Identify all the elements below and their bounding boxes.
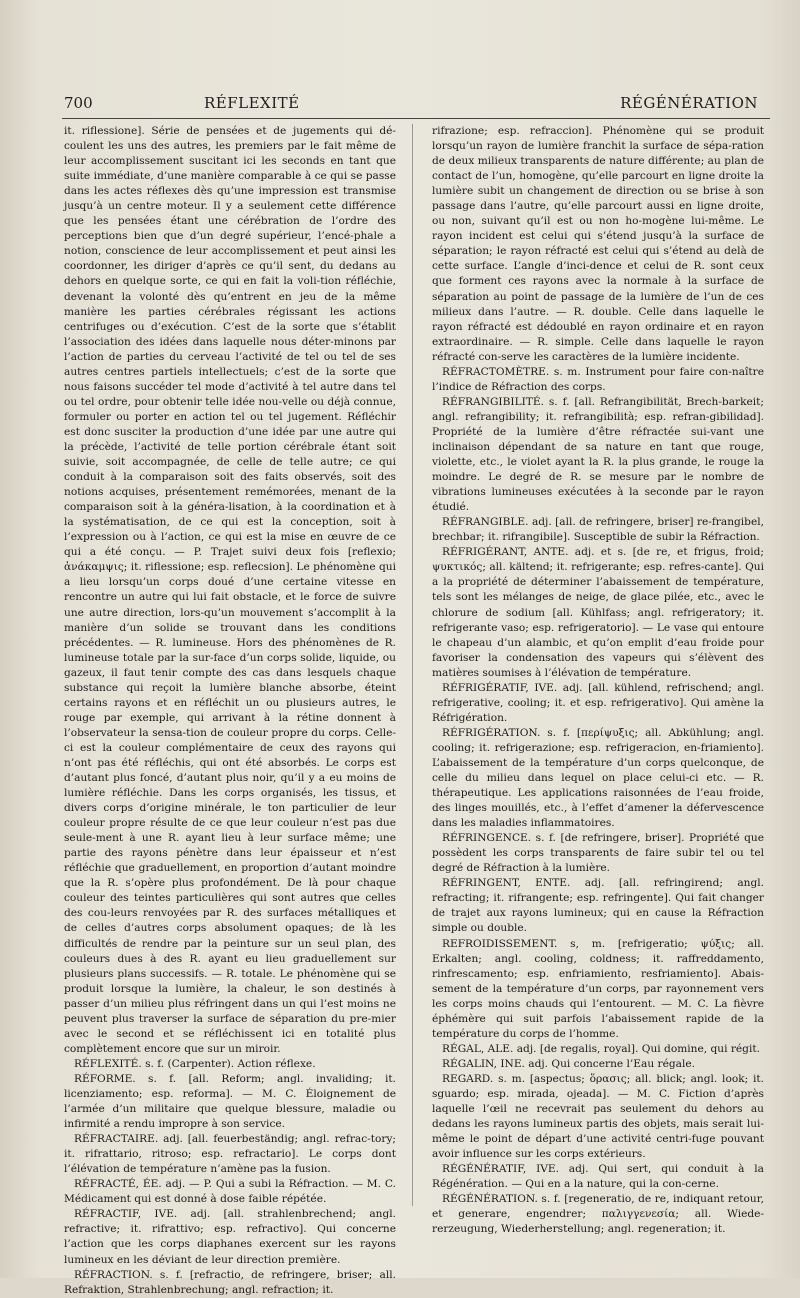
entry-paragraph: RÉFRACTOMÈTRE. s. m. Instrument pour faire con-naître l’indice de Réfraction des corps. xyxy=(432,365,764,393)
entry-paragraph: REGARD. s. m. [aspectus; ὅρασις; all. blick; angl. look; it. sguardo; esp. mirada, ojeada]. — M. C. Fiction d’après laquelle l’œil ne recevrait pas seulement du dehors au dedans les rayons lumineux partis des objets, mais serait lui-même le point de départ d’une activité centri-fuge pouvant avoir influence sur les corps extérieurs. xyxy=(432,1072,764,1161)
entry-paragraph: RÉGÉNÉRATION. s. f. [regeneratio, de re, indiquant retour, et generare, engendrer; παλιγγενεσία; all. Wiede-rerzeugung, Wiederherstellung; angl. regeneration; it. xyxy=(432,1193,764,1236)
entry-paragraph: RÉFRIGÉRANT, ANTE. adj. et s. [de re, et frigus, froid; ψυκτικός; all. kältend; it. refrigerante; esp. refres-cante]. Qui a la propriété de déterminer l’abaissement de température, tels sont les mélanges de neige, de glace pilée, etc., avec le chlorure de sodium [all. Kühlfass; angl. refrigeratory; it. refrigerante vaso; esp. refrigeratorio]. — Le vase qui entoure le chapeau d’un alambic, et qu’on emplit d’eau froide pour favoriser la condensation des vapeurs qui s’élèvent des matières soumises à l’élévation de température. xyxy=(432,546,764,679)
entry-paragraph: RÉFORME. s. f. [all. Reform; angl. invaliding; it. licenziamento; esp. reforma]. — M. C. Éloignement de l’armée d’un militaire que quelque blessure, maladie ou infirmité a rendu impropre à son service. xyxy=(64,1072,396,1131)
entry-paragraph: RÉFRANGIBLE. adj. [all. de refringere, briser] re-frangibel, brechbar; it. rifrangibile]. Susceptible de subir la Réfraction. xyxy=(432,516,764,544)
header-rule xyxy=(62,118,770,119)
entry-paragraph: RÉGALIN, INE. adj. Qui concerne l’Eau régale. xyxy=(442,1057,695,1070)
page-number: 700 xyxy=(64,94,93,112)
right-column xyxy=(432,124,764,1236)
entry-paragraph: RÉFRACTIF, IVE. adj. [all. strahlenbrechend; angl. refractive; it. rifrattivo; esp. refractivo]. Qui concerne l’action que les corps diaphanes exercent sur les rayons lumineux en les déviant de leur direction première. xyxy=(64,1208,396,1266)
running-header xyxy=(64,94,764,116)
entry-paragraph: RÉGAL, ALE. adj. [de regalis, royal]. Qui domine, qui régit. xyxy=(442,1042,760,1055)
entry-paragraph: RÉFRINGENCE. s. f. [de refringere, briser]. Propriété que possèdent les corps transparents de faire subir tel ou tel degré de Réfraction à la lumière. xyxy=(432,832,764,875)
left-running-head: RÉFLEXITÉ xyxy=(204,94,300,112)
entry-paragraph: RÉFLEXITÉ. s. f. (Carpenter). Action réflexe. xyxy=(74,1057,316,1070)
left-column xyxy=(64,124,396,1296)
column-divider xyxy=(412,124,413,1206)
entry-paragraph: RÉFRANGIBILITÉ. s. f. [all. Refrangibilität, Brech-barkeit; angl. refrangibility; it. refrangibilità; esp. refran-gibilidad]. Propriété de la lumière d’être réfractée sui-vant une inclinaison dépendant de sa nature en tant que rouge, violette, etc., le violet ayant la R. la plus grande, le rouge la moindre. Le degré de R. se mesure par le nombre de vibrations lumineuses exécutées à la seconde par le rayon étudié. xyxy=(432,395,764,514)
entry-paragraph: RÉFRIGÉRATIF, IVE. adj. [all. kühlend, refrischend; angl. refrigerative, cooling; it. et esp. refrigerativo]. Qui amène la Réfrigération. xyxy=(432,681,764,724)
entry-paragraph: RÉFRINGENT, ENTE. adj. [all. refringirend; angl. refracting; it. rifrangente; esp. refringente]. Qui fait changer de trajet aux rayons lumineux; qui en cause la Réfraction simple ou double. xyxy=(432,877,764,935)
entry-paragraph: rifrazione; esp. refraccion]. Phénomène qui se produit lorsqu’un rayon de lumière franchit la surface de sépa-ration de deux milieux transparents de nature différente; au plan de contact de l’un, homogène, qu’elle parcourt en ligne droite la lumière subit un changement de direction ou se brise à son passage dans l’autre, qu’elle parcourt aussi en ligne droite, ou non, suivant qu’il est ou non ho-mogène lui-même. Le rayon incident est celui qui s’étend jusqu’à la surface de séparation; le rayon réfracté est celui qui s’étend au delà de cette surface. L’angle d’inci-dence et celui de R. sont ceux que forment ces rayons avec la normale à la surface de séparation au point de passage de la lumière de l’un de ces milieux dans l’autre. — R. double. Celle dans laquelle le rayon réfracté est dédoublé en rayon ordinaire et en rayon extraordinaire. — R. simple. Celle dans laquelle le rayon réfracté con-serve les caractères de la lumière incidente. xyxy=(432,125,764,363)
entry-paragraph: RÉFRACTAIRE. adj. [all. feuerbeständig; angl. refrac-tory; it. rifrattario, ritroso; esp. refractario]. Le corps dont l’élévation de température n’amène pas la fusion. xyxy=(64,1133,396,1176)
entry-paragraph: it. riflessione]. Série de pensées et de jugements qui dé-coulent les uns des autres, les premiers par le fait même de leur accomplissement suscitant ici les seconds en tant que suite immédiate, d’une manière comparable à ce qui se passe dans les actes réflexes dès qu’une impression est transmise jusqu’à un centre moteur. Il y a seulement cette différence que les pensées étant une cérébration de l’ordre des perceptions bien que d’un degré supérieur, l’encé-phale a notion, conscience de leur accomplissement et peut ainsi les coordonner, les diriger d’après ce qu’il sent, du dedans au dehors en quelque sorte, ce qui en fait la voli-tion réfléchie, devenant la volonté dès qu’entrent en jeu de la même manière les parties cérébrales régissant les actions centrifuges ou d’exécution. C’est de la sorte que s’établit l’association des idées dans laquelle nous déter-minons par l’action de parties du cerveau l’activité de tel ou tel de ses autres centres partiels intellectuels; c’est de la sorte que nous faisons succéder tel mode d’activité à tel autre dans tel ou tel ordre, pour obtenir telle idée nou-velle ou déjà connue, formuler ou porter en action tel ou tel jugement. Réfléchir est donc susciter la production d’une idée par une autre qui la précède, l’activité de telle portion cérébrale étant soit suivie, soit accompagnée, de celle de telle autre; ce qui conduit à la comparaison soit des faits observés, soit des notions acquises, présentement remémorées, menant de la comparaison soit à la généra-lisation, à la coordination et à la systématisation, de ce qui est la conception, soit à l’expression ou à l’action, ce qui est la mise en œuvre de ce qui a été conçu. — P. Trajet suivi deux fois [reflexio; ἀνάκαμψις; it. riflessione; esp. reflecsion]. Le phénomène qui a lieu lorsqu’un corps doué d’une certaine vitesse en rencontre un autre qui lui fait obstacle, et le force de suivre une autre direction, lors-qu’un mouvement s’accomplit à la manière d’un solide se trouvant dans les conditions précédentes. — R. lumineuse. Hors des phénomènes de R. lumineuse totale par la sur-face d’un corps solide, liquide, ou gazeux, il faut tenir compte des cas dans lesquels chaque substance qui reçoit la lumière blanche absorbe, éteint certains rayons et en réfléchit un ou plusieurs autres, le rouge par exemple, qui arrivant à la rétine donnent à l’observateur la sensa-tion de couleur propre du corps. Celle-ci est la couleur complémentaire de ceux des rayons qui n’ont pas été réfléchis, qui ont été absorbés. Le corps est d’autant plus foncé, d’autant plus noir, qu’il y a eu moins de lumière réfléchie. Dans les corps organisés, les tissus, et divers corps d’origine minérale, le ton particulier de leur couleur propre résulte de ce que leur couleur n’est pas due seule-ment à une R. ayant lieu à leur surface même; une partie des rayons pénètre dans leur épaisseur et n’est réfléchie que graduellement, en proportion d’autant moindre que la R. s’opère plus profondément. De là pour chaque couleur des teintes particulières qui sont autres que celles des cou-leurs renvoyées par R. des surfaces métalliques et de celles d’autres corps absolument opaques; de là les difficultés de rendre par la peinture sur un seul plan, des couleurs dues à des R. ayant eu lieu graduellement sur plusieurs plans successifs. — R. totale. Le phénomène qui se produit lorsque la lumière, la chaleur, le son destinés à passer d’un milieu plus réfringent dans un qui l’est moins ne peuvent plus traverser la surface de séparation du pre-mier avec le second et se réfléchissent ici en totalité plus complètement encore que sur un miroir. xyxy=(64,125,396,1055)
entry-paragraph: REFROIDISSEMENT. s, m. [refrigeratio; ψύξις; all. Erkalten; angl. cooling, coldness; it. raffreddamento, rinfrescamento; esp. enfriamiento, resfriamiento]. Abais-sement de la température d’un corps, par rayonnement vers les corps moins chauds qui l’entourent. — M. C. La fièvre éphémère qui suit parfois l’abaissement rapide de la température du corps de l’homme. xyxy=(432,937,764,1040)
entry-paragraph: RÉFRIGÉRATION. s. f. [περίψυξις; all. Abkühlung; angl. cooling; it. refrigerazione; esp. refrigeracion, en-friamiento]. L’abaissement de la température d’un corps quelconque, de celle du milieu dans lequel on place celui-ci etc. — R. thérapeutique. Les applications raisonnées de l’eau froide, des linges mouillés, etc., à l’effet d’amener la défervescence dans les maladies inflammatoires. xyxy=(432,726,764,830)
right-running-head: RÉGÉNÉRATION xyxy=(620,94,758,112)
entry-paragraph: RÉGÉNÉRATIF, IVE. adj. Qui sert, qui conduit à la Régénération. — Qui en a la nature, qui la con-cerne. xyxy=(432,1163,764,1191)
entry-paragraph: RÉFRACTÉ, ÉE. adj. — P. Qui a subi la Réfraction. — M. C. Médicament qui est donné à dose faible répétée. xyxy=(64,1178,396,1206)
entry-paragraph: RÉFRACTION. s. f. [refractio, de refringere, briser; all. Refraktion, Strahlenbrechung; angl. refraction; it. xyxy=(64,1268,396,1296)
